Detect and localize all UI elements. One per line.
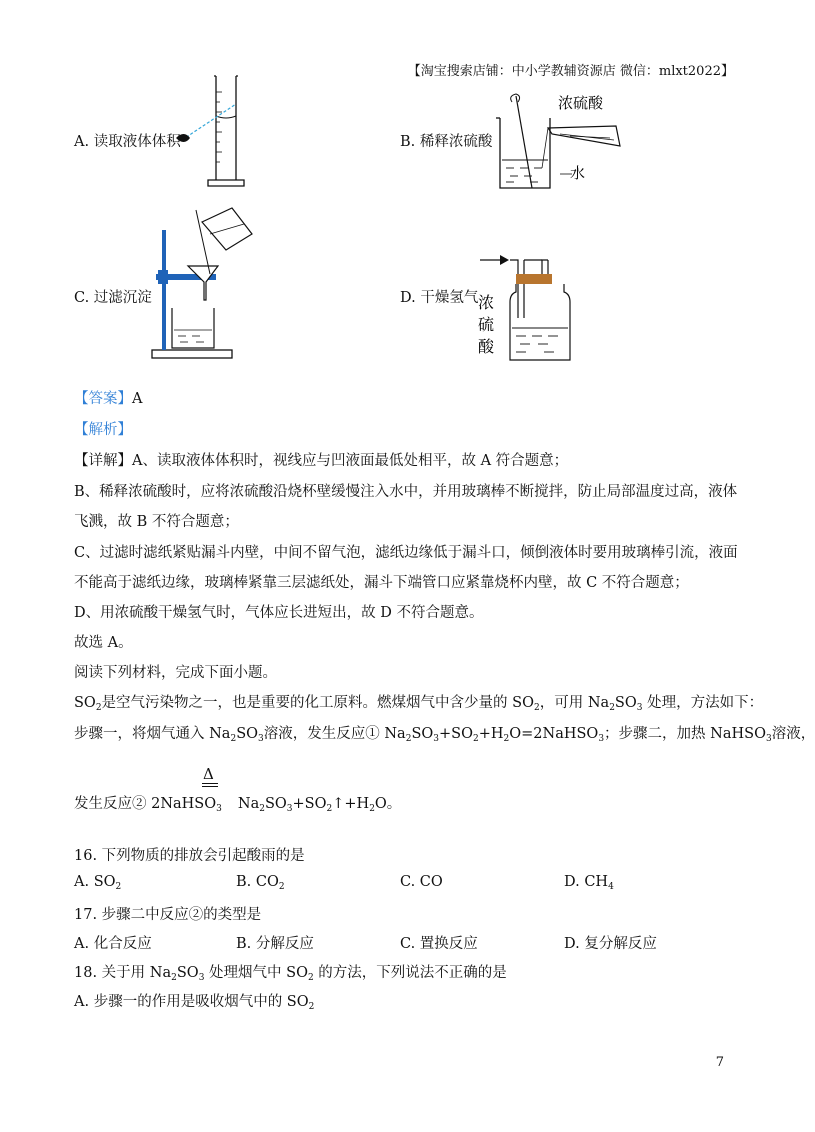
- q18-stem: 18. 关于用 $Na_2SO_3$ 处理烟气中 $SO_2$ 的方法，下列说法不正确的是: [74, 965, 507, 983]
- detail-a-text: A、读取液体体积时，视线应与凹液面最低处相平，故 A 符合题意；: [132, 453, 569, 469]
- detail-c2: 不能高于滤纸边缘，玻璃棒紧靠三层滤纸处，漏斗下端管口应紧靠烧杯内壁，故 C 不符合题意；: [74, 575, 689, 591]
- answer-tag: 【答案】: [74, 391, 132, 407]
- heat-equals-top: [202, 783, 218, 784]
- reading-prompt: 阅读下列材料，完成下面小题。: [74, 665, 277, 681]
- detail-tag: 【详解】: [74, 453, 132, 469]
- q16-option-b[interactable]: B. $CO_2$: [236, 874, 285, 892]
- figure-d-acid-1: 浓: [478, 293, 495, 312]
- material-line-2: 步骤一，将烟气通入 $Na_2SO_3$溶液，发生反应① $Na_2SO_3+SO_2+H_2O=2NaHSO_3$；步骤二，加热 NaHSO$_3$溶液，: [74, 726, 815, 744]
- detail-d: D、用浓硫酸干燥氢气时，气体应长进短出，故 D 不符合题意。: [74, 605, 484, 621]
- figure-b-dilution: [490, 88, 650, 202]
- q16-option-d[interactable]: D. $CH_4$: [564, 874, 614, 892]
- figure-b-acid-label: 浓硫酸: [558, 94, 604, 112]
- option-d-label: D. 干燥氢气: [400, 290, 479, 306]
- page-number: 7: [715, 1055, 724, 1070]
- answer-line: [74, 387, 142, 408]
- q17-stem: 17. 步骤二中反应②的类型是: [74, 907, 262, 923]
- detail-b2: 飞溅，故 B 不符合题意；: [74, 514, 239, 530]
- heat-symbol: Δ: [203, 765, 214, 783]
- heat-equals-bottom: [202, 786, 218, 787]
- q17-option-c[interactable]: C. 置换反应: [400, 936, 478, 952]
- figure-a-cylinder: [170, 72, 260, 196]
- q18-option-a[interactable]: A. 步骤一的作用是吸收烟气中的 $SO_2$: [74, 994, 315, 1012]
- option-b-label: B. 稀释浓硫酸: [400, 134, 493, 150]
- option-a-label: A. 读取液体体积: [74, 134, 181, 150]
- q16-stem: 16. 下列物质的排放会引起酸雨的是: [74, 848, 305, 864]
- option-c-label: C. 过滤沉淀: [74, 290, 152, 306]
- material-line-1: $SO_2$是空气污染物之一，也是重要的化工原料。燃煤烟气中含少量的 $SO_2$，可用 $Na_2SO_3$ 处理，方法如下：: [74, 695, 764, 713]
- detail-c1: C、过滤时滤纸紧贴漏斗内壁，中间不留气泡，滤纸边缘低于漏斗口，倾倒液体时要用玻璃棒引流，液面: [74, 545, 738, 561]
- q16-option-a[interactable]: A. $SO_2$: [74, 874, 122, 892]
- detail-b1: B、稀释浓硫酸时，应将浓硫酸沿烧杯壁缓慢注入水中，并用玻璃棒不断搅拌，防止局部温度过高，液体: [74, 484, 738, 500]
- page-header: 【淘宝搜索店铺：中小学教辅资源店 微信：mlxt2022】: [407, 64, 734, 79]
- q17-option-a[interactable]: A. 化合反应: [74, 936, 152, 952]
- q16-option-c[interactable]: C. CO: [400, 874, 443, 890]
- conclusion: 故选 A。: [74, 635, 133, 651]
- analysis-tag: 【解析】: [74, 422, 132, 438]
- figure-d-acid-2: 硫: [478, 315, 495, 334]
- detail-a: [74, 449, 568, 470]
- q17-option-d[interactable]: D. 复分解反应: [564, 936, 657, 952]
- q17-option-b[interactable]: B. 分解反应: [236, 936, 314, 952]
- figure-d-drying: [476, 248, 616, 372]
- figure-c-filtration: [148, 204, 258, 368]
- figure-d-acid-3: 酸: [478, 337, 495, 356]
- material-line-3: 发生反应② 2NaHSO$_3$ $Na_2SO_3+SO_2↑+H_2O$。: [74, 796, 402, 814]
- answer-value: A: [132, 391, 143, 407]
- figure-b-water-label: 水: [570, 164, 586, 182]
